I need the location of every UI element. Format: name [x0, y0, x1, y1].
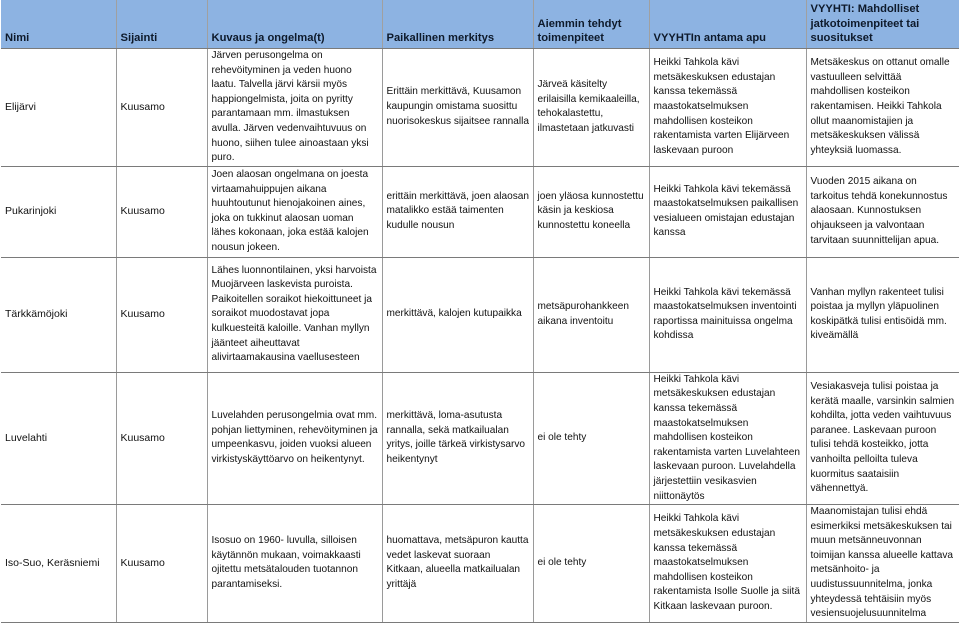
cell-aiemmin: ei ole tehty [533, 505, 649, 623]
cell-sijainti: Kuusamo [116, 505, 207, 623]
cell-vyyhti: Vesiakasveja tulisi poistaa ja kerätä maalle, varsinkin salmien kohdilta, jotta veden vaihtuvuus paranee. Laskevaan puroon tulisi tehdä kosteikko, jotta vanhoilta pelloilta tuleva kuormitus saataisiin vähennettyä. [806, 372, 959, 504]
table-row [1, 49, 959, 167]
cell-aiemmin: Järveä käsitelty erilaisilla kemikaaleilla, tehokalastettu, ilmastetaan jatkuvasti [533, 49, 649, 167]
table-row [1, 166, 959, 257]
cell-kuvaus: Isosuo on 1960- luvulla, silloisen käytännön mukaan, voimakkaasti ojitettu metsätalouden tuotannon parantamiseksi. [207, 505, 382, 623]
cell-aiemmin: ei ole tehty [533, 372, 649, 504]
cell-nimi: Pukarinjoki [1, 166, 116, 257]
table-row [1, 257, 959, 372]
cell-vyyhti: Vanhan myllyn rakenteet tulisi poistaa ja myllyn yläpuolinen koskipätkä tulisi entisöidä mm. kiveämällä [806, 257, 959, 372]
cell-vyyhti: Vuoden 2015 aikana on tarkoitus tehdä konekunnostus alaosaan. Kunnostuksen ohjaukseen ja valvontaan tarvitaan suunnittelijan apua. [806, 166, 959, 257]
cell-merkitys: merkittävä, kalojen kutupaikka [382, 257, 533, 372]
cell-vyyhti: Metsäkeskus on ottanut omalle vastuulleen selvittää mahdollisen kosteikon rakentamisen. Heikki Tahkola ollut maanomistajien ja metsäkeskuksen välissä yhteyksiä luomassa. [806, 49, 959, 167]
header-apu: VYYHTIn antama apu [649, 0, 806, 49]
table-row [1, 372, 959, 504]
header-vyyhti: VYYHTI: Mahdolliset jatkotoimenpiteet tai suositukset [806, 0, 959, 49]
cell-kuvaus: Joen alaosan ongelmana on joesta virtaamahuippujen aikana huuhtoutunut hienojakoinen aines, joka on tukkinut alaosan uoman lähes kokonaan, joka estää kalojen nousun jokeen. [207, 166, 382, 257]
cell-apu: Heikki Tahkola kävi metsäkeskuksen edustajan kanssa tekemässä maastokatselmuksen mahdollisen kosteikon rakentamista varten Luvelahteen laskevaan puroon. Luvelahdella järjestettiin vesikasvien niittonäytös [649, 372, 806, 504]
cell-apu: Heikki Tahkola kävi tekemässä maastokatselmuksen inventointi raportissa mainituissa ongelma kohdissa [649, 257, 806, 372]
cell-kuvaus: Luvelahden perusongelmia ovat mm. pohjan liettyminen, rehevöityminen ja umpeenkasvu, joiden vuoksi alueen virkistyskäyttöarvo on heikentynyt. [207, 372, 382, 504]
cell-merkitys: erittäin merkittävä, joen alaosan matalikko estää taimenten kudulle nousun [382, 166, 533, 257]
header-kuvaus: Kuvaus ja ongelma(t) [207, 0, 382, 49]
table-row [1, 505, 959, 623]
cell-apu: Heikki Tahkola kävi metsäkeskuksen edustajan kanssa tekemässä maastokatselmuksen mahdollisen kosteikon rakentamista Isolle Suolle ja siitä Kitkaan laskevaan puroon. [649, 505, 806, 623]
cell-sijainti: Kuusamo [116, 372, 207, 504]
header-sijainti: Sijainti [116, 0, 207, 49]
cell-nimi: Iso-Suo, Keräsniemi [1, 505, 116, 623]
cell-merkitys: merkittävä, loma-asutusta rannalla, sekä matkailualan yritys, joille tärkeä virkistysarvo heikentynyt [382, 372, 533, 504]
cell-merkitys: Erittäin merkittävä, Kuusamon kaupungin omistama suosittu nuorisokeskus sijaitsee rannalla [382, 49, 533, 167]
cell-sijainti: Kuusamo [116, 166, 207, 257]
cell-sijainti: Kuusamo [116, 257, 207, 372]
cell-apu: Heikki Tahkola kävi metsäkeskuksen edustajan kanssa tekemässä maastokatselmuksen mahdollisen kosteikon rakentamista varten Elijärveen laskevaan puroon [649, 49, 806, 167]
cell-nimi: Luvelahti [1, 372, 116, 504]
cell-apu: Heikki Tahkola kävi tekemässä maastokatselmuksen paikallisen vesialueen omistajan edustajan kanssa [649, 166, 806, 257]
cell-aiemmin: joen yläosa kunnostettu käsin ja keskiosa kunnostettu koneella [533, 166, 649, 257]
header-row [1, 0, 959, 49]
cell-sijainti: Kuusamo [116, 49, 207, 167]
header-aiemmin: Aiemmin tehdyt toimenpiteet [533, 0, 649, 49]
header-merkitys: Paikallinen merkitys [382, 0, 533, 49]
cell-merkitys: huomattava, metsäpuron kautta vedet laskevat suoraan Kitkaan, alueella matkailualan yrittäjä [382, 505, 533, 623]
cell-kuvaus: Lähes luonnontilainen, yksi harvoista Muojärveen laskevista puroista. Paikoitellen soraikot hiekoittuneet ja soraikot muodostavat jopa kulkuesteitä kaloille. Vanhan myllyn jäänteet aiheuttavat alivirtaamakausina vaellusesteen [207, 257, 382, 372]
cell-aiemmin: metsäpurohankkeen aikana inventoitu [533, 257, 649, 372]
projects-table [1, 0, 959, 623]
cell-kuvaus: Järven perusongelma on rehevöityminen ja veden huono laatu. Talvella järvi kärsii myös happiongelmista, joita on pyritty parantamaan mm. ilmastuksen avulla. Järven vedenvaihtuvuus on huono, siihen tulee ainoastaan yksi puro. [207, 49, 382, 167]
cell-nimi: Tärkkämöjoki [1, 257, 116, 372]
cell-nimi: Elijärvi [1, 49, 116, 167]
header-nimi: Nimi [1, 0, 116, 49]
cell-vyyhti: Maanomistajan tulisi ehdä esimerkiksi metsäkeskuksen tai muun metsänneuvonnan toimijan kanssa alueelle kattava metsänhoito- ja uudistussuunnitelma, jonka yhteydessä tehtäisiin myös vesiensuojelusuunnitelma [806, 505, 959, 623]
